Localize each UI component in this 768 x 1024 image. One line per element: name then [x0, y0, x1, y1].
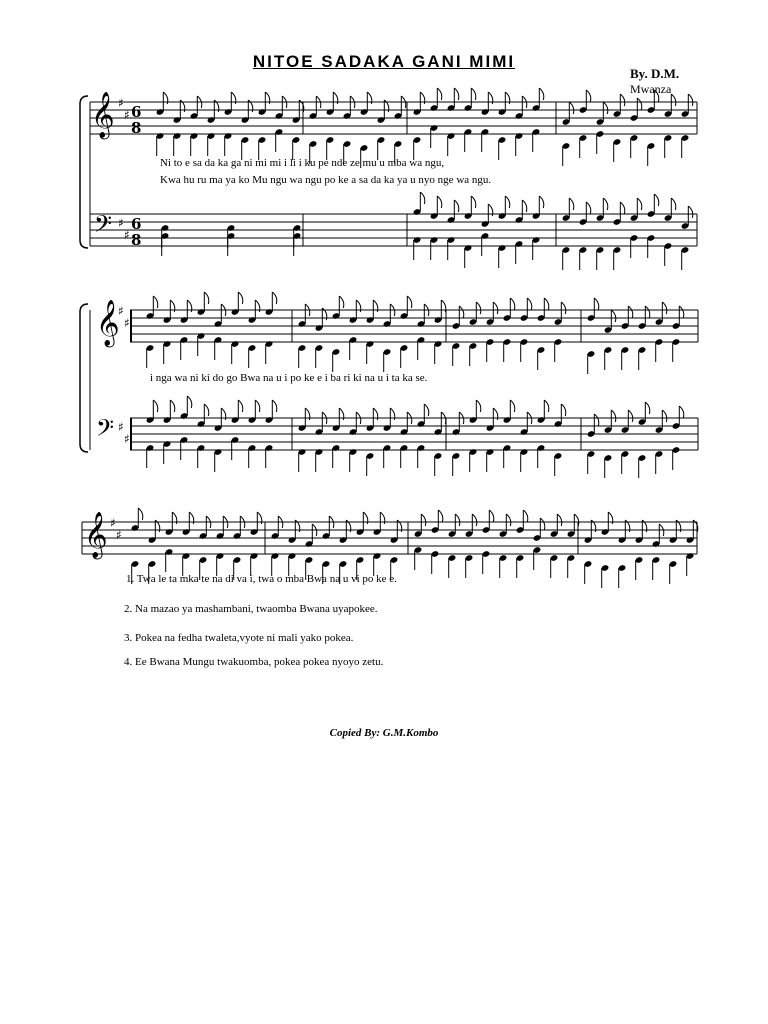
time-signature-bottom: 8: [131, 231, 142, 249]
system-brace: [80, 96, 88, 248]
treble-clef-icon: 𝄞: [91, 92, 115, 138]
note-flag: [424, 404, 429, 416]
note-flag: [628, 410, 633, 422]
sharp-icon: ♯: [124, 228, 130, 242]
note-flag: [540, 518, 545, 530]
note-flag: [506, 514, 511, 526]
note-flag: [238, 400, 243, 412]
note-flag: [561, 302, 566, 314]
note-flag: [272, 400, 277, 412]
note-flag: [645, 306, 650, 318]
sharp-icon: ♯: [118, 96, 124, 110]
note-flag: [472, 514, 477, 526]
lyrics-system3-line1: 1. Twa le ta mka te na di va i, twa o mba Bwa na u vi po ke e.: [126, 573, 397, 585]
lyrics-system1-line1: Ni to e sa da ka ga ni mi mi i li i ku pe nde ze mu u mba wa ngu,: [160, 157, 445, 169]
note-flag: [272, 292, 277, 304]
note-flag: [476, 302, 481, 314]
note-flag: [628, 306, 633, 318]
note-flag: [407, 296, 412, 308]
note-flag: [510, 298, 515, 310]
note-flag: [679, 406, 684, 418]
note-flag: [437, 88, 442, 100]
system-brace: [80, 304, 88, 452]
sharp-icon: ♯: [118, 304, 124, 318]
note-flag: [586, 202, 591, 214]
sharp-icon: ♯: [118, 216, 124, 230]
note-flag: [637, 98, 642, 110]
time-signature-top: 6: [131, 103, 142, 121]
note-flag: [238, 292, 243, 304]
note-flag: [594, 414, 599, 426]
note-flag: [611, 410, 616, 422]
note-flag: [586, 90, 591, 102]
sharp-icon: ♯: [118, 420, 124, 434]
note-flag: [569, 102, 574, 114]
note-flag: [603, 102, 608, 114]
note-flag: [557, 514, 562, 526]
place: Mwanza: [630, 82, 672, 96]
note-flag: [138, 508, 143, 520]
note-flag: [654, 90, 659, 102]
note-flag: [493, 302, 498, 314]
note-flag: [620, 94, 625, 106]
note-flag: [654, 194, 659, 206]
bass-clef-icon: 𝄢: [96, 414, 115, 447]
lyrics-system1-line2: Kwa hu ru ma ya ko Mu ngu wa ngu po ke a sa da ka ya u nyo nge wa ngu.: [160, 174, 492, 186]
note-flag: [539, 88, 544, 100]
treble-clef-icon: 𝄞: [84, 512, 108, 558]
lyrics-system2-line1: i nga wa ni ki do go Bwa na u i po ke e i ba ri ki na u i ta ka se.: [150, 372, 428, 384]
note-flag: [688, 94, 693, 106]
note-flag: [255, 400, 259, 412]
note-flag: [459, 306, 464, 318]
note-flag: [539, 196, 544, 208]
note-flag: [438, 510, 443, 522]
note-flag: [645, 402, 650, 414]
composer: By. D.M.: [630, 66, 680, 81]
note-flag: [662, 302, 667, 314]
sharp-icon: ♯: [124, 316, 130, 330]
verse-3: 3. Pokea na fedha twaleta,vyote ni mali yako pokea.: [124, 632, 354, 644]
note-flag: [522, 200, 527, 212]
note-flag: [569, 198, 574, 210]
note-flag: [611, 310, 616, 322]
note-flag: [170, 400, 175, 412]
note-flag: [339, 296, 344, 308]
note-flag: [153, 400, 158, 412]
note-flag: [471, 196, 476, 208]
note-flag: [561, 404, 566, 416]
note-flag: [620, 202, 625, 214]
note-flag: [594, 298, 599, 310]
note-flag: [671, 94, 676, 106]
note-flag: [688, 206, 693, 218]
sharp-icon: ♯: [116, 528, 122, 542]
time-signature-top: 6: [131, 215, 142, 233]
note-flag: [510, 400, 515, 412]
note-flag: [476, 400, 481, 412]
note-flag: [471, 88, 476, 100]
note-flag: [544, 298, 549, 310]
note-flag: [187, 396, 192, 408]
note-flag: [527, 298, 532, 310]
note-flag: [637, 198, 642, 210]
note-flag: [662, 410, 667, 422]
sharp-icon: ♯: [124, 108, 130, 122]
copied-by-credit: Copied By: G.M.Kombo: [329, 727, 439, 739]
note-flag: [671, 198, 676, 210]
note-flag: [489, 510, 494, 522]
note-flag: [505, 196, 510, 208]
song-title: NITOE SADAKA GANI MIMI: [252, 52, 516, 71]
note-flag: [437, 196, 442, 208]
treble-clef-icon: 𝄞: [96, 300, 120, 346]
sharp-icon: ♯: [110, 516, 116, 530]
note-flag: [454, 88, 459, 100]
note-flag: [153, 296, 158, 308]
note-flag: [204, 404, 209, 416]
note-flag: [679, 306, 684, 318]
note-flag: [204, 292, 209, 304]
note-flag: [421, 514, 426, 526]
note-flag: [523, 510, 528, 522]
note-flag: [455, 514, 460, 526]
time-signature-bottom: 8: [131, 119, 142, 137]
bass-clef-icon: 𝄢: [94, 210, 113, 243]
verse-4: 4. Ee Bwana Mungu twakuomba, pokea pokea nyoyo zetu.: [124, 656, 384, 668]
note-flag: [420, 192, 425, 204]
note-flag: [544, 400, 549, 412]
sharp-icon: ♯: [124, 432, 130, 446]
verse-2: 2. Na mazao ya mashambani, twaomba Bwana uyapokee.: [124, 603, 378, 615]
note-flag: [603, 198, 608, 210]
note-flag: [454, 200, 459, 212]
